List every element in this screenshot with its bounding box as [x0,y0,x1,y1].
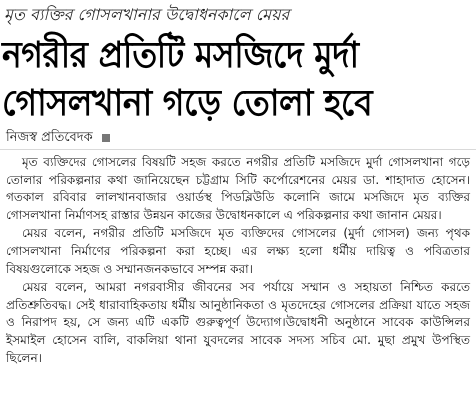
divider [0,149,476,150]
headline-line-1: নগরীর প্রতিটি মসজিদে মুর্দা [2,35,359,76]
article-body [6,154,470,368]
headline-line-2: গোসলখানা গড়ে তোলা হবে [2,83,373,124]
byline [6,128,110,148]
kicker-subheading: মৃত ব্যক্তির গোসলখানার উদ্বোধনকালে মেয়র [4,5,290,24]
byline-label: নিজস্ব প্রতিবেদক [6,130,93,145]
article-paragraph-1: মৃত ব্যক্তিদের গোসলের বিষয়টি সহজ করতে নগরীর প্রতিটি মসজিদে মুর্দা গোসলখানা গড়ে তোলার পরিকল্পনার কথা জানিয়েছেন চট্টগ্রাম সিটি কর্পোরেশনের মেয়র ডা. শাহাদাত হোসেন। গতকাল রবিবার লালখানবাজার ওয়ার্ডস্থ পিডব্লিউডি কলোনি জামে মসজিদে মৃত ব্যক্তির গোসলখানা নির্মাণসহ রাস্তার উন্নয়ন কাজের উদ্বোধনকালে এ পরিকল্পনার কথা জানান মেয়র। [6,155,470,222]
byline-marker-icon [102,134,110,142]
article-paragraph-3: মেয়র বলেন, আমরা নগরবাসীর জীবনের সব পর্যায়ে সম্মান ও সহায়তা নিশ্চিত করতে প্রতিশ্রুতিবদ্ধ। সেই ধারাবাহিকতায় ধর্মীয় আনুষ্ঠানিকতা ও মৃতদেহের গোসলের প্রক্রিয়া যাতে সহজ ও নিরাপদ হয়, সে জন্য এটি একটি গুরুত্বপূর্ণ উদ্যোগ।উদ্বোধনী অনুষ্ঠানে সাবেক কাউন্সিলর ইসমাইল হোসেন বালি, বাকলিয়া থানা যুবদলের সাবেক সদস্য সচিব মো. মুছা প্রমুখ উপস্থিত ছিলেন। [6,280,470,365]
article-paragraph-2: মেয়র বলেন, নগরীর প্রতিটি মসজিদে মৃত ব্যক্তিদের গোসলের (মুর্দা গোসল) জন্য পৃথক গোসলখানা নির্মাণের পরিকল্পনা করা হচ্ছে। এর লক্ষ্য হলো ধর্মীয় দায়িত্ব ও পবিত্রতার বিষয়গুলোকে সহজ ও সম্মানজনকভাবে সম্পন্ন করা। [6,226,470,276]
